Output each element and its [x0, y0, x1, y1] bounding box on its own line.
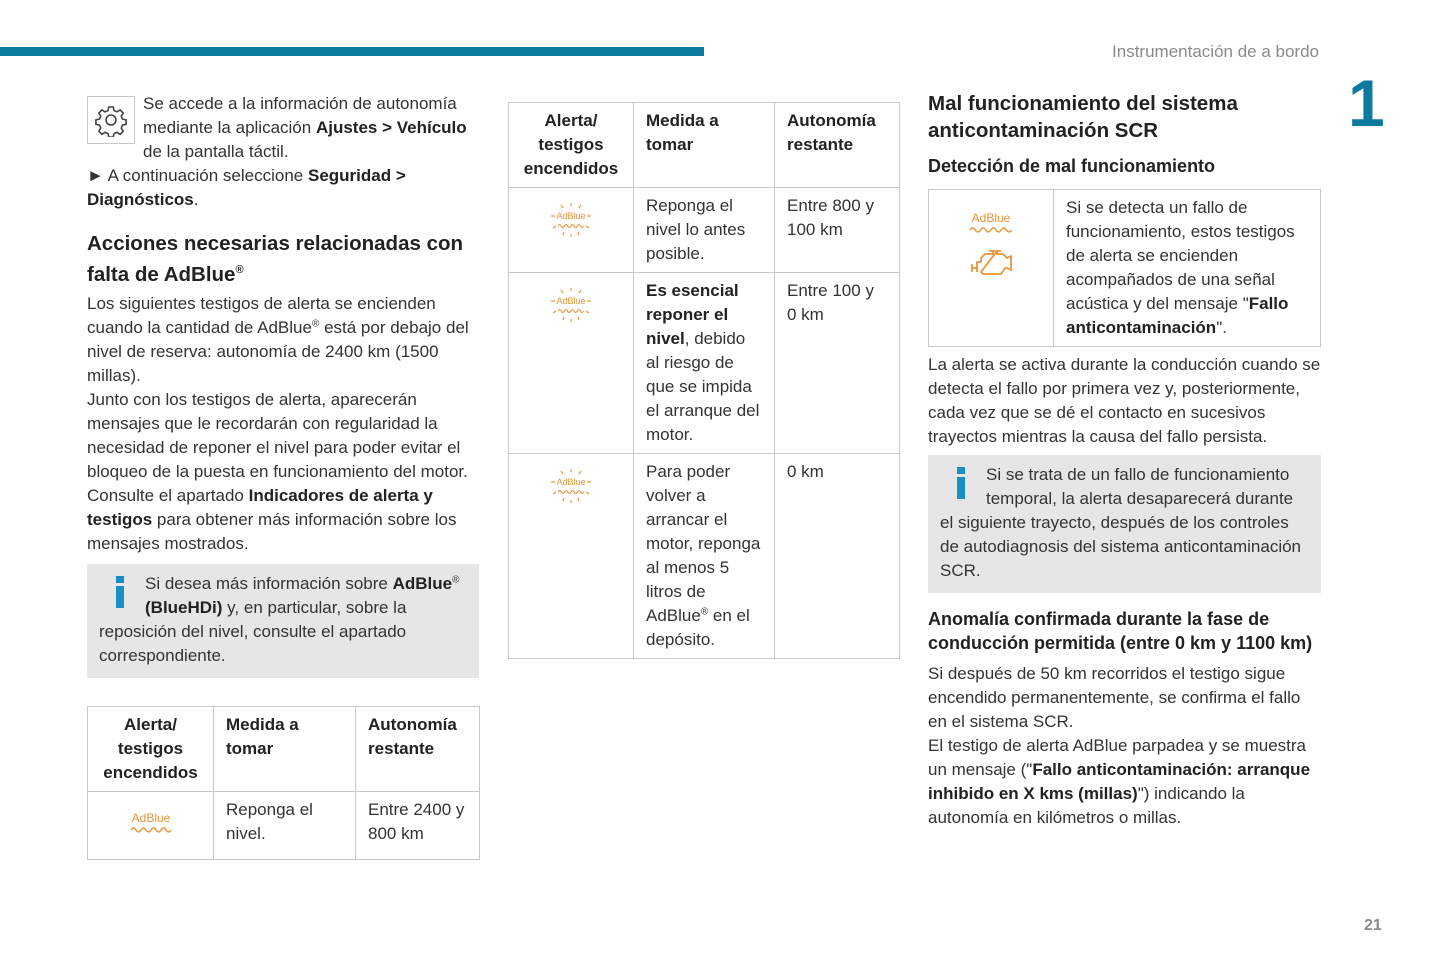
intro-path-seguridad: Seguridad > Diagnósticos: [87, 166, 406, 209]
table-row: [509, 454, 900, 659]
table-cell-range: Entre 800 y 100 km: [775, 188, 900, 273]
warning-description: Si se detecta un fallo de funcionamiento, estos testigos de alerta se encienden acompañados de una señal acústica y del mensaje "Fallo anticontaminación".: [1054, 190, 1321, 347]
detection-subheading: Detección de mal funcionamiento: [928, 156, 1216, 176]
intro-text-2: de la pantalla táctil.: [143, 142, 289, 161]
table-cell-action: Para poder volver a arrancar el motor, reponga al menos 5 litros de AdBlue® en el depósito.: [634, 454, 775, 659]
scr-paragraph-1: La alerta se activa durante la conducción cuando se detecta el fallo por primera vez y, posteriormente, cada vez que se dé el contacto en sucesivos trayectos mientras la causa del fallo persista.: [928, 355, 1321, 446]
info-icon: [950, 467, 974, 511]
adblue-paragraph-1: Los siguientes testigos de alerta se encienden cuando la cantidad de AdBlue® está por debajo del nivel de reserva: autonomía de 2400 km (1500 millas).: [87, 293, 469, 385]
svg-text:AdBlue: AdBlue: [556, 477, 586, 487]
left-column: [87, 92, 479, 678]
scr-paragraph-2: Si después de 50 km recorridos el testigo sigue encendido permanentemente, se confirma el fallo en el sistema SCR.: [928, 664, 1301, 731]
scr-heading: Mal funcionamiento del sistema anticontaminación SCR: [928, 92, 1238, 142]
svg-text:AdBlue: AdBlue: [131, 811, 170, 825]
table-header-row: [509, 103, 900, 188]
chapter-number: 1: [1348, 66, 1385, 140]
section-title: Instrumentación de a bordo: [1112, 42, 1319, 61]
adblue-flashing-warning-icon: [509, 454, 634, 659]
info-note: Si desea más información sobre AdBlue® (BlueHDi) y, en particular, sobre la reposición del nivel, consulte el apartado correspondiente.: [87, 564, 479, 678]
table-row: [509, 188, 900, 273]
table-cell-range: Entre 100 y 0 km: [775, 273, 900, 454]
bullet-arrow-icon: ►: [87, 166, 108, 185]
intro-path-ajustes: Ajustes > Vehículo: [315, 118, 467, 137]
table-header-alerta: Alerta/ testigos encendidos: [509, 103, 634, 188]
info-note: Si se trata de un fallo de funcionamiento temporal, la alerta desaparecerá durante el siguiente trayecto, después de los controles de autodiagnosis del sistema anticontaminación SCR.: [928, 455, 1321, 593]
header-accent-bar: [0, 47, 704, 56]
settings-intro: [87, 92, 479, 212]
adblue-paragraph-2: Junto con los testigos de alerta, aparecerán mensajes que le recordarán con regularidad la necesidad de reponer el nivel para poder evitar el bloqueo de la puesta en funcionamiento del motor. Consulte el apartado Indicadores de alerta y testigos para obtener más información sobre los mensajes mostrados.: [87, 389, 468, 553]
warning-icons-cell: [929, 190, 1054, 347]
table-cell-action: Reponga el nivel lo antes posible.: [634, 188, 775, 273]
svg-text:AdBlue: AdBlue: [556, 211, 586, 221]
right-column: [928, 90, 1321, 830]
intro-text-3: A continuación seleccione: [107, 166, 308, 185]
adblue-engine-warning-icon: [961, 208, 1021, 298]
adblue-table-2: [508, 102, 900, 659]
table-header-alerta: Alerta/ testigos encendidos: [88, 707, 214, 792]
adblue-flashing-warning-icon: [509, 188, 634, 273]
adblue-flashing-warning-icon: [509, 273, 634, 454]
table-row: [929, 190, 1321, 347]
adblue-warning-icon: [88, 792, 214, 860]
settings-gear-icon: [87, 96, 135, 144]
scr-warning-box: [928, 189, 1321, 347]
intro-text: Se accede a la información de autonomía mediante la aplicación: [143, 94, 457, 137]
info-icon: [109, 576, 133, 620]
table-cell-action: Es esencial reponer el nivel, debido al riesgo de que se impida el arranque del motor.: [634, 273, 775, 454]
table-header-autonomia: Autonomía restante: [775, 103, 900, 188]
scr-paragraph-3: El testigo de alerta AdBlue parpadea y se muestra un mensaje ("Fallo anticontaminación: arranque inhibido en X kms (millas)") indicando la autonomía en kilómetros o millas.: [928, 736, 1311, 827]
table-header-medida: Medida a tomar: [634, 103, 775, 188]
table-row: [88, 792, 480, 860]
middle-table-wrapper: [508, 102, 900, 659]
adblue-table-1: [87, 706, 480, 860]
table-cell-action: Reponga el nivel.: [214, 792, 356, 860]
table-cell-range: Entre 2400 y 800 km: [356, 792, 480, 860]
adblue-heading: Acciones necesarias relacionadas con falta de AdBlue®: [87, 232, 464, 286]
table-header-medida: Medida a tomar: [214, 707, 356, 792]
table-header-row: [88, 707, 480, 792]
confirmed-anomaly-subheading: Anomalía confirmada durante la fase de conducción permitida (entre 0 km y 1100 km): [928, 609, 1313, 653]
table-header-autonomia: Autonomía restante: [356, 707, 480, 792]
left-table-wrapper: [87, 706, 480, 860]
page-number: 21: [1364, 917, 1382, 934]
table-cell-range: 0 km: [775, 454, 900, 659]
intro-text-4: .: [193, 190, 199, 209]
svg-text:AdBlue: AdBlue: [971, 211, 1011, 225]
svg-text:AdBlue: AdBlue: [556, 296, 586, 306]
table-row: [509, 273, 900, 454]
